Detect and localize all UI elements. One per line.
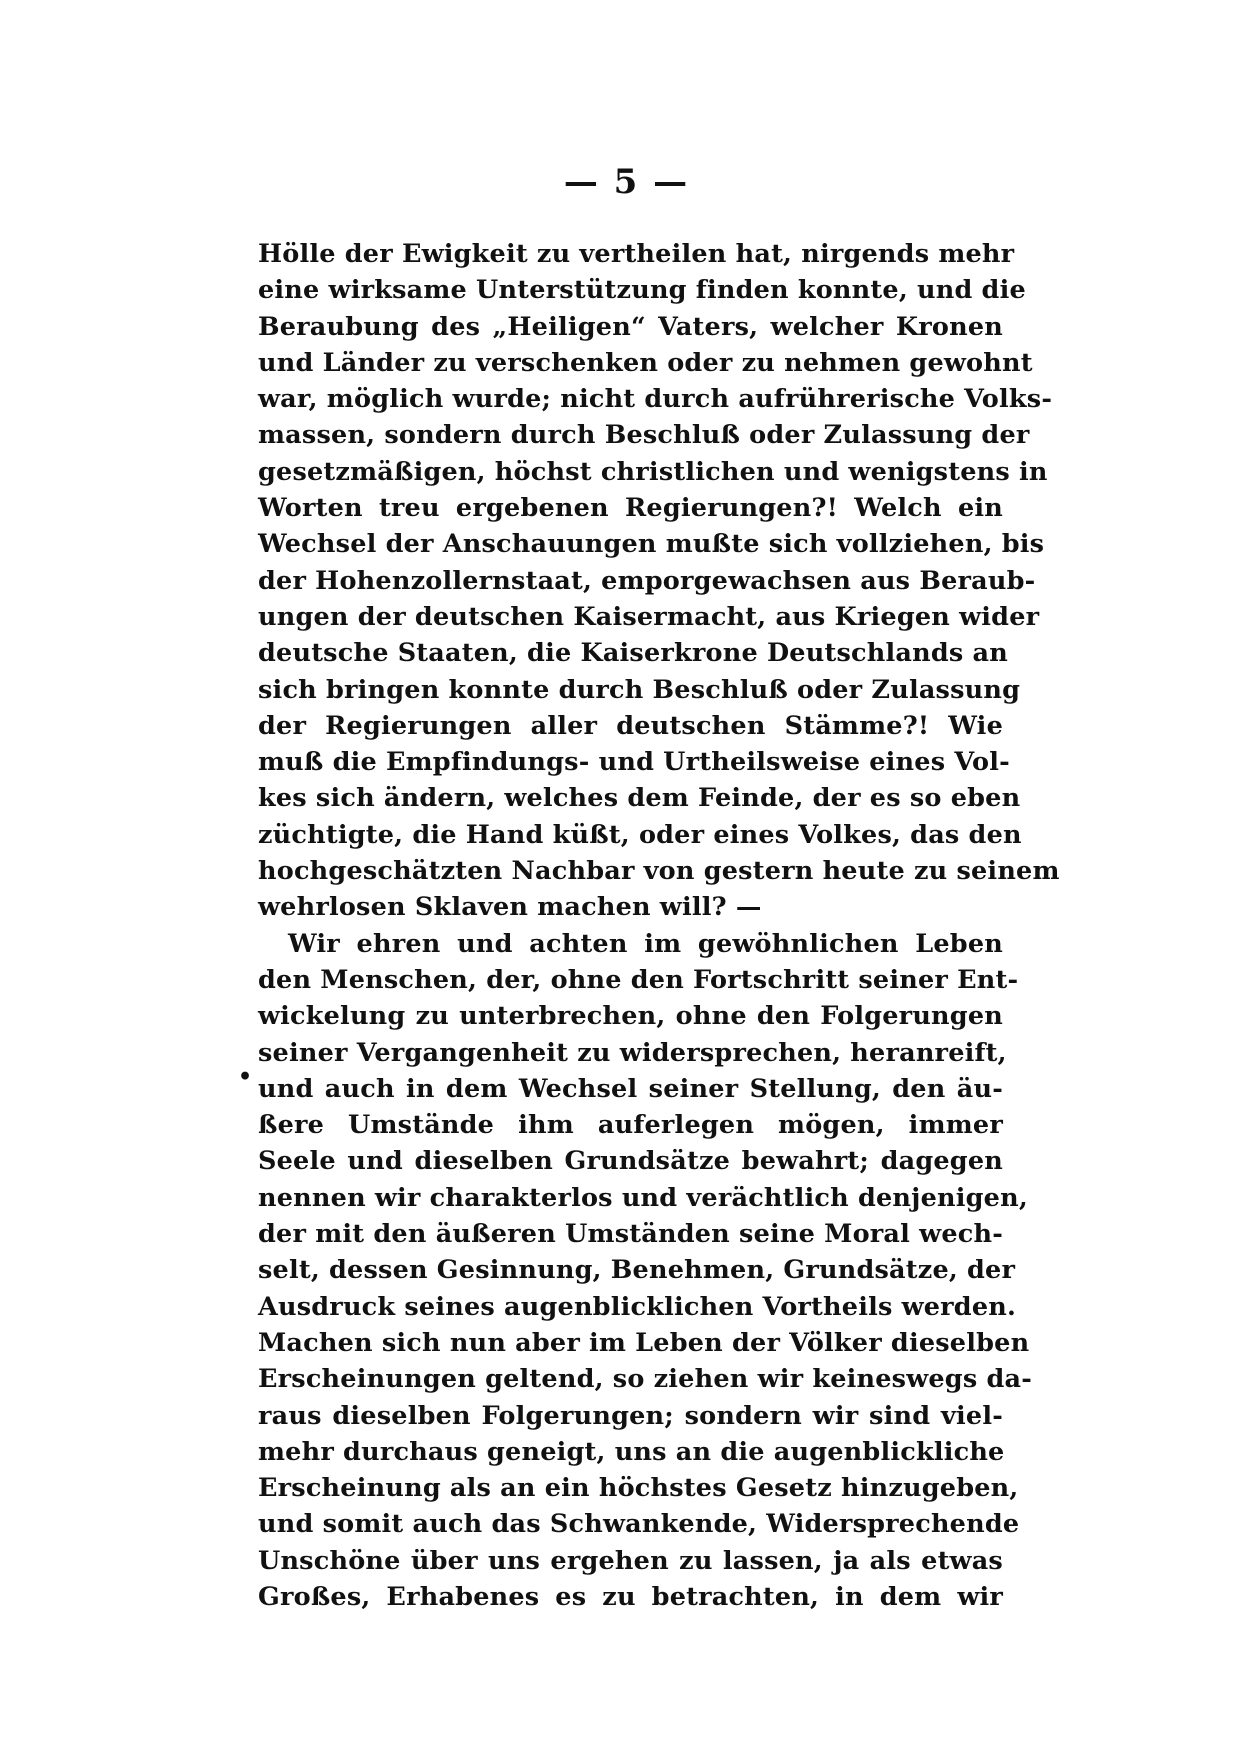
- text-line: Hölle der Ewigkeit zu vertheilen hat, nirgends mehr: [258, 239, 1015, 269]
- text-line: Ausdruck seines augenblicklichen Vortheils werden.: [258, 1291, 1017, 1322]
- text-line: mehr durchaus geneigt, uns an die augenblickliche: [258, 1436, 1005, 1467]
- paragraph-start-line: Wir ehren und achten im gewöhnlichen Leben: [288, 928, 1003, 959]
- text-line: und Länder zu verschenken oder zu nehmen gewohnt: [258, 347, 1033, 378]
- text-line: Erscheinung als an ein höchstes Gesetz hinzugeben,: [258, 1473, 1019, 1504]
- text-line: Beraubung des „Heiligen“ Vaters, welcher Kronen: [258, 311, 1003, 342]
- text-line: muß die Empfindungs- und Urtheilsweise eines Vol-: [258, 747, 1010, 778]
- text-line: und somit auch das Schwankende, Widersprechende: [258, 1509, 1020, 1540]
- text-line: kes sich ändern, welches dem Feinde, der es so eben: [258, 783, 1021, 814]
- text-line: Worten treu ergebenen Regierungen?! Welch ein: [258, 493, 1003, 524]
- text-line: deutsche Staaten, die Kaiserkrone Deutschlands an: [258, 638, 1008, 669]
- text-line: selt, dessen Gesinnung, Benehmen, Grundsätze, der: [258, 1255, 1016, 1286]
- text-line: der Hohenzollernstaat, emporgewachsen aus Beraub-: [258, 565, 1036, 596]
- text-line: Großes, Erhabenes es zu betrachten, in dem wir: [258, 1581, 1003, 1612]
- text-line: der mit den äußeren Umständen seine Moral wech-: [258, 1219, 1003, 1250]
- text-line: wickelung zu unterbrechen, ohne den Folgerungen: [258, 1001, 1003, 1032]
- text-line: ungen der deutschen Kaisermacht, aus Kriegen wider: [258, 601, 1040, 632]
- margin-mark: •: [238, 1064, 253, 1090]
- text-line: züchtigte, die Hand küßt, oder eines Volkes, das den: [258, 819, 1022, 850]
- text-line: der Regierungen aller deutschen Stämme?! Wie: [258, 710, 1003, 741]
- text-line: Unschöne über uns ergehen zu lassen, ja als etwas: [258, 1545, 1003, 1576]
- text-line: Machen sich nun aber im Leben der Völker dieselben: [258, 1327, 1030, 1358]
- text-line: Erscheinungen geltend, so ziehen wir keineswegs da-: [258, 1364, 1033, 1395]
- text-line: den Menschen, der, ohne den Fortschritt seiner Ent-: [258, 964, 1019, 995]
- text-line: nennen wir charakterlos und verächtlich denjenigen,: [258, 1182, 1028, 1213]
- text-line: ßere Umstände ihm auferlegen mögen, immer: [258, 1110, 1003, 1141]
- text-line: hochgeschätzten Nachbar von gestern heute zu seinem: [258, 856, 1060, 887]
- text-line: Seele und dieselben Grundsätze bewahrt; dagegen: [258, 1146, 1003, 1177]
- text-line: und auch in dem Wechsel seiner Stellung, den äu-: [258, 1073, 1003, 1104]
- text-line: sich bringen konnte durch Beschluß oder Zulassung: [258, 674, 1021, 705]
- text-line: gesetzmäßigen, höchst christlichen und wenigstens in: [258, 456, 1048, 487]
- text-line: Wechsel der Anschauungen mußte sich vollziehen, bis: [258, 529, 1045, 560]
- text-line: war, möglich wurde; nicht durch aufrührerische Volks-: [258, 384, 1053, 415]
- page-number: — 5 —: [563, 162, 690, 202]
- paragraph-end-line: wehrlosen Sklaven machen will? —: [258, 892, 762, 923]
- body-text: [258, 236, 1060, 1615]
- text-line: massen, sondern durch Beschluß oder Zulassung der: [258, 420, 1030, 451]
- text-line: raus dieselben Folgerungen; sondern wir sind viel-: [258, 1400, 1003, 1431]
- text-line: eine wirksame Unterstützung finden konnte, und die: [258, 275, 1026, 306]
- text-line: seiner Vergangenheit zu widersprechen, heranreift,: [258, 1037, 1007, 1068]
